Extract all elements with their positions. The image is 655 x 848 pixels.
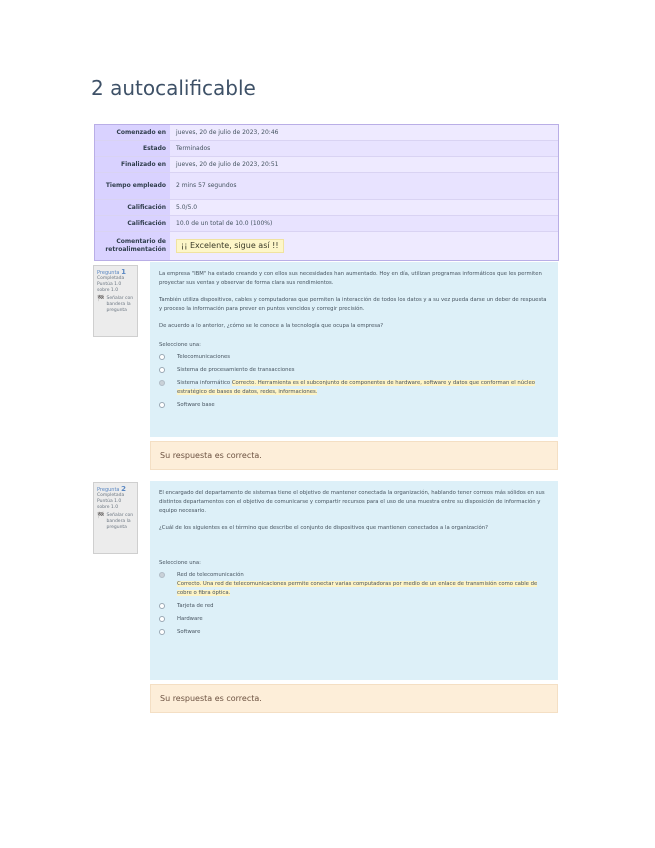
answer-option-label: Sistema informático [177, 380, 231, 386]
summary-label: Tiempo empleado [95, 173, 170, 199]
attempt-summary-table [94, 124, 559, 261]
answer-option-text: Hardware [177, 616, 203, 622]
summary-row-marks [95, 200, 558, 216]
question-number-value: 1 [121, 268, 126, 276]
question-label: Pregunta [97, 270, 120, 276]
question-content-1 [150, 262, 558, 437]
question-text: El encargado del departamento de sistemas tiene el objetivo de mantener conectada la organización, hablando tener correos más sólidos en sus distintos departamentos con el objetivo de comunicarse y compartir recursos para el uso de una muestra entre su disposición de información y equipo necesario. [159, 490, 545, 514]
answer-prompt: Seleccione una: [159, 342, 201, 348]
answer-feedback: Correcto. Herramienta es el subconjunto de componentes de hardware, software y datos que conforman el núcleo estratégico de bases de datos, redes, informaciones. [177, 380, 536, 395]
summary-row-feedback [95, 232, 558, 260]
question-text: De acuerdo a lo anterior, ¿cómo se le conoce a la tecnología que ocupa la empresa? [159, 323, 384, 329]
answer-option[interactable] [159, 628, 549, 637]
question-text: La empresa "IBM" ha estado creando y con ellos sus necesidades han aumentado. Hoy en día, utilizan programas informáticos que les permiten proyectar sus ventas y observar de forma clara sus rendimientos. [159, 271, 542, 286]
flag-question-link[interactable] [97, 513, 134, 531]
page-title: 2 autocalificable [91, 76, 256, 100]
summary-value [170, 232, 558, 260]
summary-label: Estado [95, 141, 170, 156]
summary-value: 10.0 de un total de 10.0 (100%) [170, 216, 558, 231]
question-label: Pregunta [97, 487, 120, 493]
answer-option-selected[interactable] [159, 571, 549, 598]
flag-icon: 🏁 [97, 512, 105, 519]
answer-option[interactable] [159, 353, 549, 362]
answer-option-text: Sistema de procesamiento de transacciones [177, 367, 295, 373]
radio-button-checked[interactable] [159, 380, 165, 386]
answer-option-selected[interactable] [159, 379, 549, 397]
summary-label: Comentario de retroalimentación [95, 232, 170, 260]
question-points: Puntúa 1.0 sobre 1.0 [97, 282, 122, 293]
answer-option-text: Telecomunicaciones [177, 354, 230, 360]
question-number-value: 2 [121, 485, 126, 493]
question-number [97, 486, 134, 493]
summary-value: 2 mins 57 segundos [170, 173, 558, 199]
answer-option-text: Software [177, 629, 201, 635]
question-info-2 [93, 482, 138, 554]
radio-button[interactable] [159, 629, 165, 635]
answer-option[interactable] [159, 366, 549, 375]
question-points: Puntúa 1.0 sobre 1.0 [97, 499, 122, 510]
radio-button[interactable] [159, 603, 165, 609]
question-state: Completada [97, 276, 125, 281]
question-text: También utiliza dispositivos, cables y computadoras que permiten la interacción de todos los datos y a su vez pueda darse un deber de respuesta y proceso la información para prever en puntos vencidos y corregir precisión. [159, 297, 547, 312]
summary-value: Terminados [170, 141, 558, 156]
answer-option-text: Software base [177, 402, 215, 408]
radio-button[interactable] [159, 402, 165, 408]
radio-button[interactable] [159, 616, 165, 622]
summary-label: Calificación [95, 216, 170, 231]
flag-icon: 🏁 [97, 295, 105, 302]
summary-row-finished [95, 157, 558, 173]
answer-option-text [177, 379, 549, 397]
flag-label: Señalar con bandera la pregunta [106, 296, 134, 313]
summary-label: Finalizado en [95, 157, 170, 172]
radio-button[interactable] [159, 354, 165, 360]
radio-button-checked[interactable] [159, 572, 165, 578]
answer-option[interactable] [159, 615, 549, 624]
answer-option[interactable] [159, 602, 549, 611]
summary-row-grade [95, 216, 558, 232]
summary-label: Calificación [95, 200, 170, 215]
answer-prompt: Seleccione una: [159, 560, 201, 566]
radio-button[interactable] [159, 367, 165, 373]
answer-option-label: Red de telecomunicación [177, 572, 244, 578]
summary-value: jueves, 20 de julio de 2023, 20:51 [176, 160, 279, 168]
question-info-1 [93, 265, 138, 337]
result-text: Su respuesta es correcta. [160, 694, 262, 703]
answer-option-text: Tarjeta de red [177, 603, 214, 609]
answer-feedback: Correcto. Una red de telecomunicaciones permite conectar varias computadoras por medio de un enlace de transmisión como cable de cobre o fibra óptica. [177, 581, 538, 596]
question-number [97, 269, 134, 276]
summary-value: jueves, 20 de julio de 2023, 20:46 [176, 128, 279, 136]
summary-row-started [95, 125, 558, 141]
result-message-2 [150, 684, 558, 713]
summary-value: 5.0/5.0 [176, 203, 198, 211]
flag-label: Señalar con bandera la pregunta [106, 513, 134, 530]
question-content-2 [150, 481, 558, 680]
result-text: Su respuesta es correcta. [160, 451, 262, 460]
result-message-1 [150, 441, 558, 470]
summary-row-time [95, 173, 558, 200]
feedback-text: ¡¡ Excelente, sigue así !! [176, 239, 284, 253]
summary-row-state [95, 141, 558, 157]
summary-label: Comenzado en [95, 125, 170, 140]
question-state: Completada [97, 493, 125, 498]
flag-question-link[interactable] [97, 296, 134, 314]
answer-option[interactable] [159, 401, 549, 410]
question-text: ¿Cuál de los siguientes es el término que describe el conjunto de dispositivos que mantienen conectados a la organización? [159, 525, 488, 531]
answer-option-text [177, 571, 549, 598]
